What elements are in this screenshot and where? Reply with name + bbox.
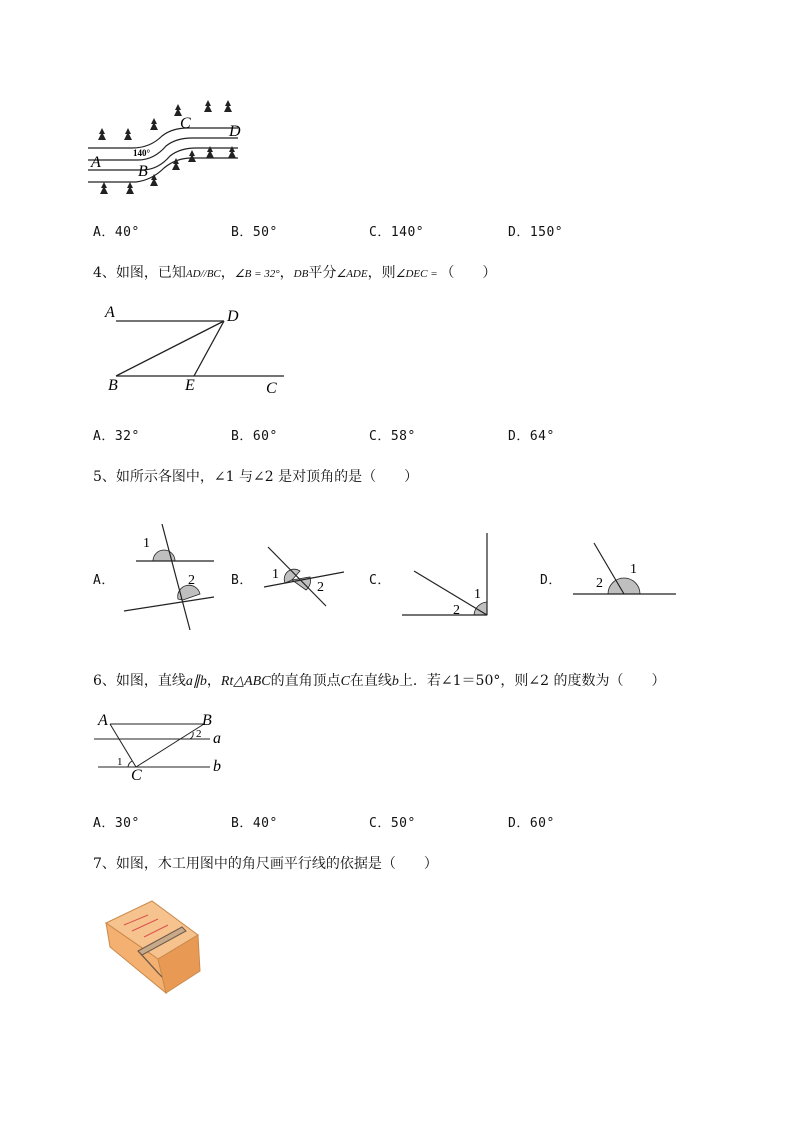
q6-label-line-a: a [213,730,221,747]
q6-mid2: 在直线 [349,673,392,689]
q6-mid: 的直角顶点 [270,673,341,689]
q6-cond1: a∥b [185,674,207,689]
q4-sep1: ， [220,265,235,281]
q4-sep2: ， [279,265,294,281]
q5a-label-1: 1 [143,536,150,551]
q6-label-b: B [202,712,212,729]
q6-cond4: b [391,674,399,689]
q5d-label-1: 1 [630,562,637,577]
q4-mid2: ，则 [367,265,396,281]
q6-suffix: 上．若∠1＝50°，则∠2 的度数为（ ） [398,673,666,689]
q5-option-b-letter[interactable]: B． [231,573,253,588]
q4-label-a: A [105,304,115,321]
q6-cond3: C [340,674,350,689]
q4-cond5: ∠DEC = [395,268,441,280]
q5d-angle-shade [608,578,640,594]
q4-suffix: （ ） [440,265,497,281]
q3-option-c[interactable]: C．140° [369,225,425,240]
q3-option-a[interactable]: A．40° [93,225,140,240]
q4-label-d: D [227,308,239,325]
q4-cond1: AD//BC [185,268,221,280]
q6-sep1: ， [206,673,221,689]
q4-stem [93,262,496,282]
q5b-label-1: 1 [272,567,279,582]
q6-option-c[interactable]: C．50° [369,816,416,831]
q6-prefix: 6、如图，直线 [93,673,186,689]
q5b-label-2: 2 [317,580,324,595]
q4-option-d[interactable]: D．64° [508,429,555,444]
q6-label-2: 2 [196,728,202,740]
q5-figure-c[interactable] [398,530,498,625]
q4-label-e: E [185,377,195,394]
q5-option-c-letter[interactable]: C． [369,573,391,588]
q4-cond3: DB [293,268,309,280]
q7-wood-block-figure [100,895,210,1000]
q4-cond2: ∠B = 32° [234,268,280,280]
q4-cond4: ∠ADE [336,268,368,280]
q6-label-1: 1 [117,756,123,768]
q6-label-a: A [98,712,108,729]
q4-option-a[interactable]: A．32° [93,429,140,444]
q6-cond2: Rt△ABC [220,674,271,689]
q5-option-d-letter[interactable]: D． [540,573,562,588]
q5-figure-a[interactable] [120,520,220,635]
q6-option-b[interactable]: B．40° [231,816,278,831]
q4-label-b: B [108,377,118,394]
q3-label-b: B [138,163,148,180]
q5-figure-b[interactable] [258,540,348,615]
q5c-label-2: 2 [453,603,460,618]
q5d-label-2: 2 [596,576,603,591]
q4-option-c[interactable]: C．58° [369,429,416,444]
q3-option-b[interactable]: B．50° [231,225,278,240]
q4-figure [100,300,290,400]
q6-label-line-b: b [213,758,221,775]
q6-label-c: C [131,767,142,784]
q5-option-a-letter[interactable]: A． [93,573,115,588]
q3-option-d[interactable]: D．150° [508,225,564,240]
q3-label-d: D [229,123,241,140]
q5c-label-1: 1 [474,587,481,602]
q6-figure [90,712,230,784]
q4-label-c: C [266,380,277,397]
q5a-label-2: 2 [188,573,195,588]
q7-stem: 7、如图，木工用图中的角尺画平行线的依据是（ ） [93,856,438,872]
q3-label-a: A [91,154,101,171]
q6-option-a[interactable]: A．30° [93,816,140,831]
q4-mid: 平分 [308,265,337,281]
q6-stem [93,670,665,690]
q5-figure-d[interactable] [570,540,680,600]
q3-figure [88,98,248,198]
q4-prefix: 4、如图，已知 [93,265,186,281]
q4-option-b[interactable]: B．60° [231,429,278,444]
q6-option-d[interactable]: D．60° [508,816,555,831]
q3-label-c: C [180,115,191,132]
tree-icons [98,100,236,194]
q3-angle-label: 140° [133,148,151,158]
q5-stem: 5、如所示各图中，∠1 与∠2 是对顶角的是（ ） [93,469,419,485]
